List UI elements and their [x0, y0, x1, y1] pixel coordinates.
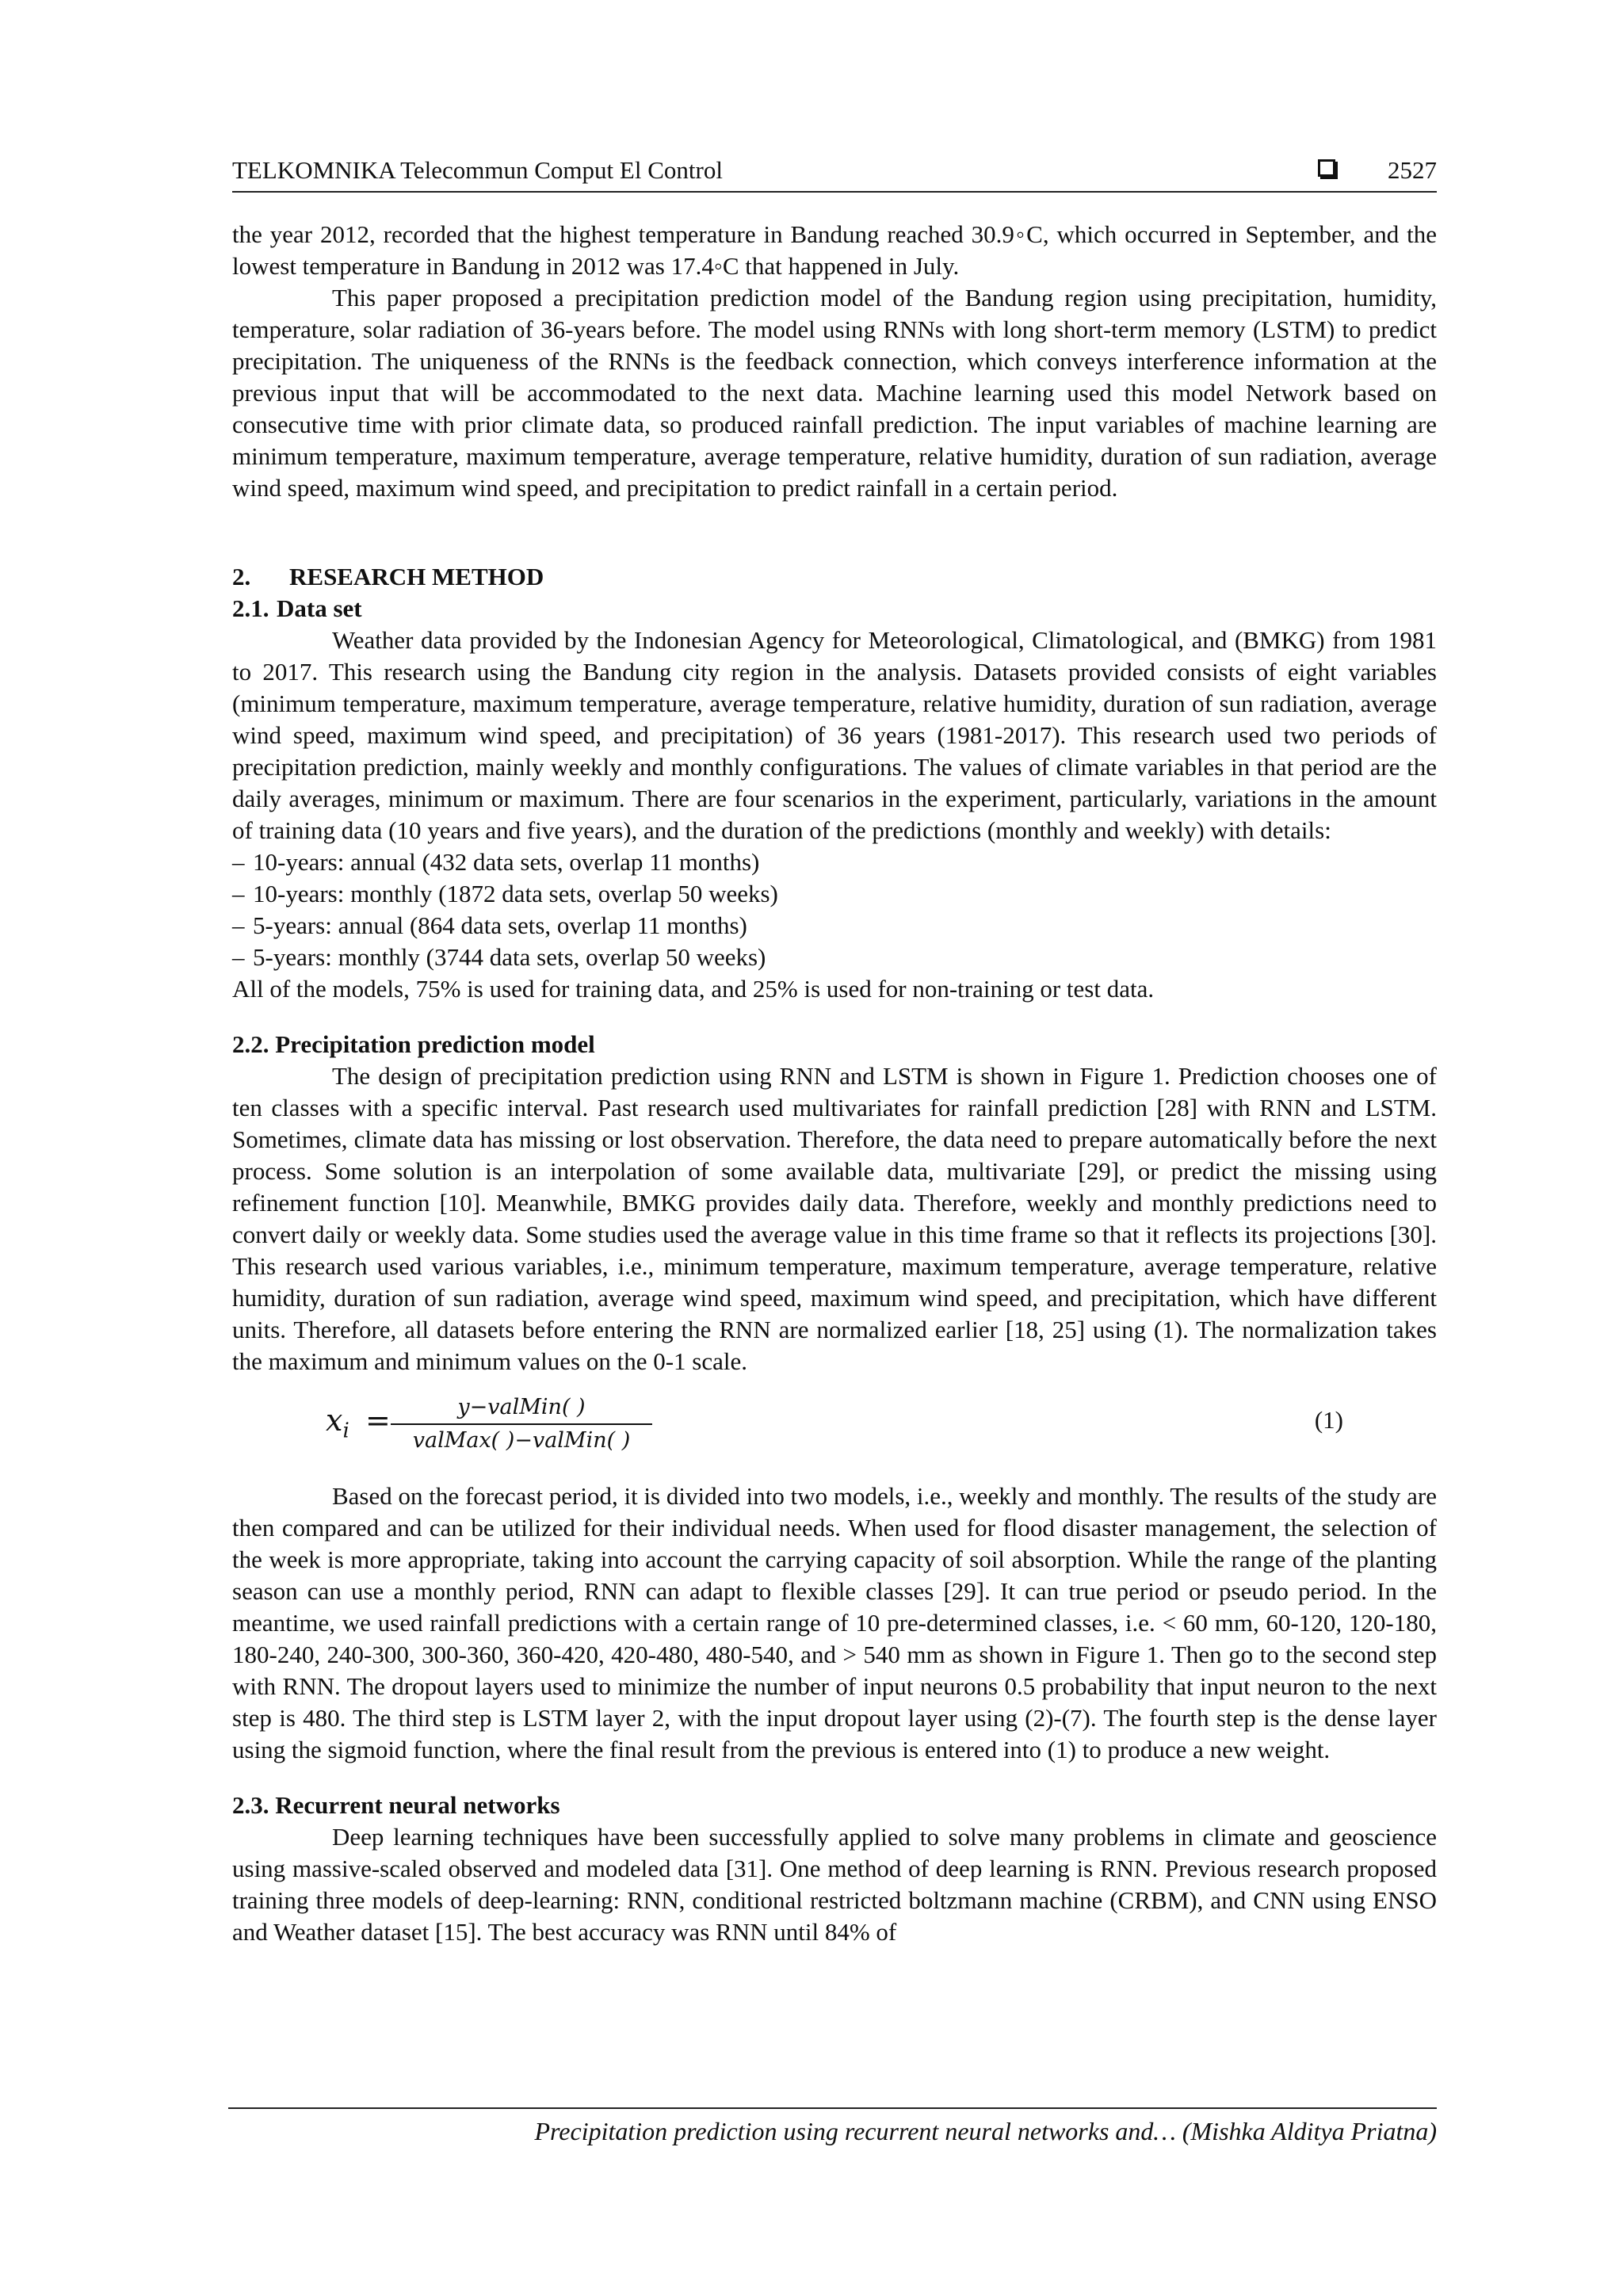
- journal-title: TELKOMNIKA Telecommun Comput El Control: [232, 156, 723, 184]
- data-set-paragraph-1: Weather data provided by the Indonesian Agency for Meteorological, Climatological, and (BMKG) from 1981 to 2017. This research using the Bandung city region in the analysis. Datasets provided consists of eight variables (minimum temperature, maximum temperature, average temperature, relative humidity, duration of sun radiation, average wind speed, maximum wind speed, and precipitation) of 36 years (1981-2017). This research used two periods of precipitation prediction, mainly weekly and monthly configurations. The values of climate variables in that period are the daily averages, minimum or maximum. There are four scenarios in the experiment, particularly, variations in the amount of training data (10 years and five years), and the duration of the predictions (monthly and weekly) with details:: [232, 626, 1437, 844]
- list-item: – 5-years: monthly (3744 data sets, overlap 50 weeks): [232, 942, 1437, 973]
- list-item: – 10-years: monthly (1872 data sets, overlap 50 weeks): [232, 878, 1437, 910]
- page-number: 2527: [1388, 156, 1437, 184]
- equation-fraction: [391, 1393, 652, 1455]
- section-number: 2.: [232, 563, 251, 590]
- list-item: – 5-years: annual (864 data sets, overlap 11 months): [232, 910, 1437, 942]
- rnn-paragraph-1: Deep learning techniques have been successfully applied to solve many problems in climate and geoscience using massive-scaled observed and modeled data [31]. One method of deep learning is RNN. Previous research proposed training three models of deep-learning: RNN, conditional restricted boltzmann machine (CRBM), and CNN using ENSO and Weather dataset [15]. The best accuracy was RNN until 84% of: [232, 1823, 1437, 1946]
- precipitation-model-paragraph-2: Based on the forecast period, it is divided into two models, i.e., weekly and monthly. The results of the study are then compared and can be utilized for their individual needs. When used for flood disaster management, the selection of the week is more appropriate, taking into account the carrying capacity of soil absorption. While the range of the planting season can use a monthly period, RNN can adapt to flexible classes [29]. It can true period or pseudo period. In the meantime, we used rainfall predictions with a certain range of 10 pre-determined classes, i.e. < 60 mm, 60-120, 120-180, 180-240, 240-300, 300-360, 360-420, 420-480, 480-540, and > 540 mm as shown in Figure 1. Then go to the second step with RNN. The dropout layers used to minimize the number of input neurons 0.5 probability that input neuron to the next step is 480. The third step is LSTM layer 2, with the input dropout layer using (2)-(7). The fourth step is the dense layer using the sigmoid function, where the final result from the previous is entered into (1) to produce a new weight.: [232, 1482, 1437, 1763]
- subsection-title: Data set: [277, 594, 362, 622]
- square-bullet-icon: [1318, 159, 1335, 177]
- equation-1: [232, 1393, 1437, 1480]
- subsection-heading-precipitation-model: 2.2. Precipitation prediction model: [232, 1030, 595, 1058]
- footer-divider: [228, 2107, 1437, 2109]
- equation-lhs: $x_i$: [326, 1403, 349, 1443]
- dash-marker: –: [232, 848, 245, 876]
- fraction-numerator: y−valMin( ): [457, 1395, 586, 1419]
- intro-paragraph-1: the year 2012, recorded that the highest temperature in Bandung reached 30.9◦C, which occurred in September, and the lowest temperature in Bandung in 2012 was 17.4◦C that happened in July.: [232, 220, 1437, 280]
- scenario-list: [232, 846, 1437, 973]
- equation-number: (1): [1314, 1406, 1343, 1434]
- equals-sign: =: [365, 1403, 391, 1438]
- fraction-denominator: valMax( )−valMin( ): [412, 1428, 631, 1453]
- section-title: RESEARCH METHOD: [289, 563, 544, 590]
- fraction-bar: [391, 1423, 652, 1425]
- running-footer: Precipitation prediction using recurrent neural networks and… (Mishka Alditya Priatna): [534, 2117, 1437, 2145]
- dash-marker: –: [232, 880, 245, 907]
- data-set-paragraph-2: All of the models, 75% is used for training data, and 25% is used for non-training or test data.: [232, 975, 1155, 1003]
- section-heading-research-method: [232, 561, 1437, 593]
- subsection-number: 2.1.: [232, 594, 269, 622]
- list-item: – 10-years: annual (432 data sets, overlap 11 months): [232, 846, 1437, 878]
- running-header: [232, 155, 1437, 193]
- dash-marker: –: [232, 943, 245, 971]
- dash-marker: –: [232, 911, 245, 939]
- paper-body: [232, 219, 1437, 1948]
- intro-paragraph-2: This paper proposed a precipitation prediction model of the Bandung region using precipitation, humidity, temperature, solar radiation of 36-years before. The model using RNNs with long short-term memory (LSTM) to predict precipitation. The uniqueness of the RNNs is the feedback connection, which conveys interference information at the previous input that will be accommodated to the next data. Machine learning used this model Network based on consecutive time with prior climate data, so produced rainfall prediction. The input variables of machine learning are minimum temperature, maximum temperature, average temperature, relative humidity, duration of sun radiation, average wind speed, maximum wind speed, and precipitation to predict rainfall in a certain period.: [232, 284, 1437, 502]
- subsection-heading-data-set: [232, 593, 1437, 625]
- subsection-heading-rnn: 2.3. Recurrent neural networks: [232, 1791, 560, 1819]
- precipitation-model-paragraph-1: The design of precipitation prediction using RNN and LSTM is shown in Figure 1. Prediction chooses one of ten classes with a specific interval. Past research used multivariates for rainfall prediction [28] with RNN and LSTM. Sometimes, climate data has missing or lost observation. Therefore, the data need to prepare automatically before the next process. Some solution is an interpolation of some available data, multivariate [29], or predict the missing using refinement function [10]. Meanwhile, BMKG provides daily data. Therefore, weekly and monthly predictions need to convert daily or weekly data. Some studies used the average value in this time frame so that it reflects its projections [30]. This research used various variables, i.e., minimum temperature, maximum temperature, average temperature, relative humidity, duration of sun radiation, average wind speed, maximum wind speed, and precipitation, which have different units. Therefore, all datasets before entering the RNN are normalized earlier [18, 25] using (1). The normalization takes the maximum and minimum values on the 0-1 scale.: [232, 1062, 1437, 1375]
